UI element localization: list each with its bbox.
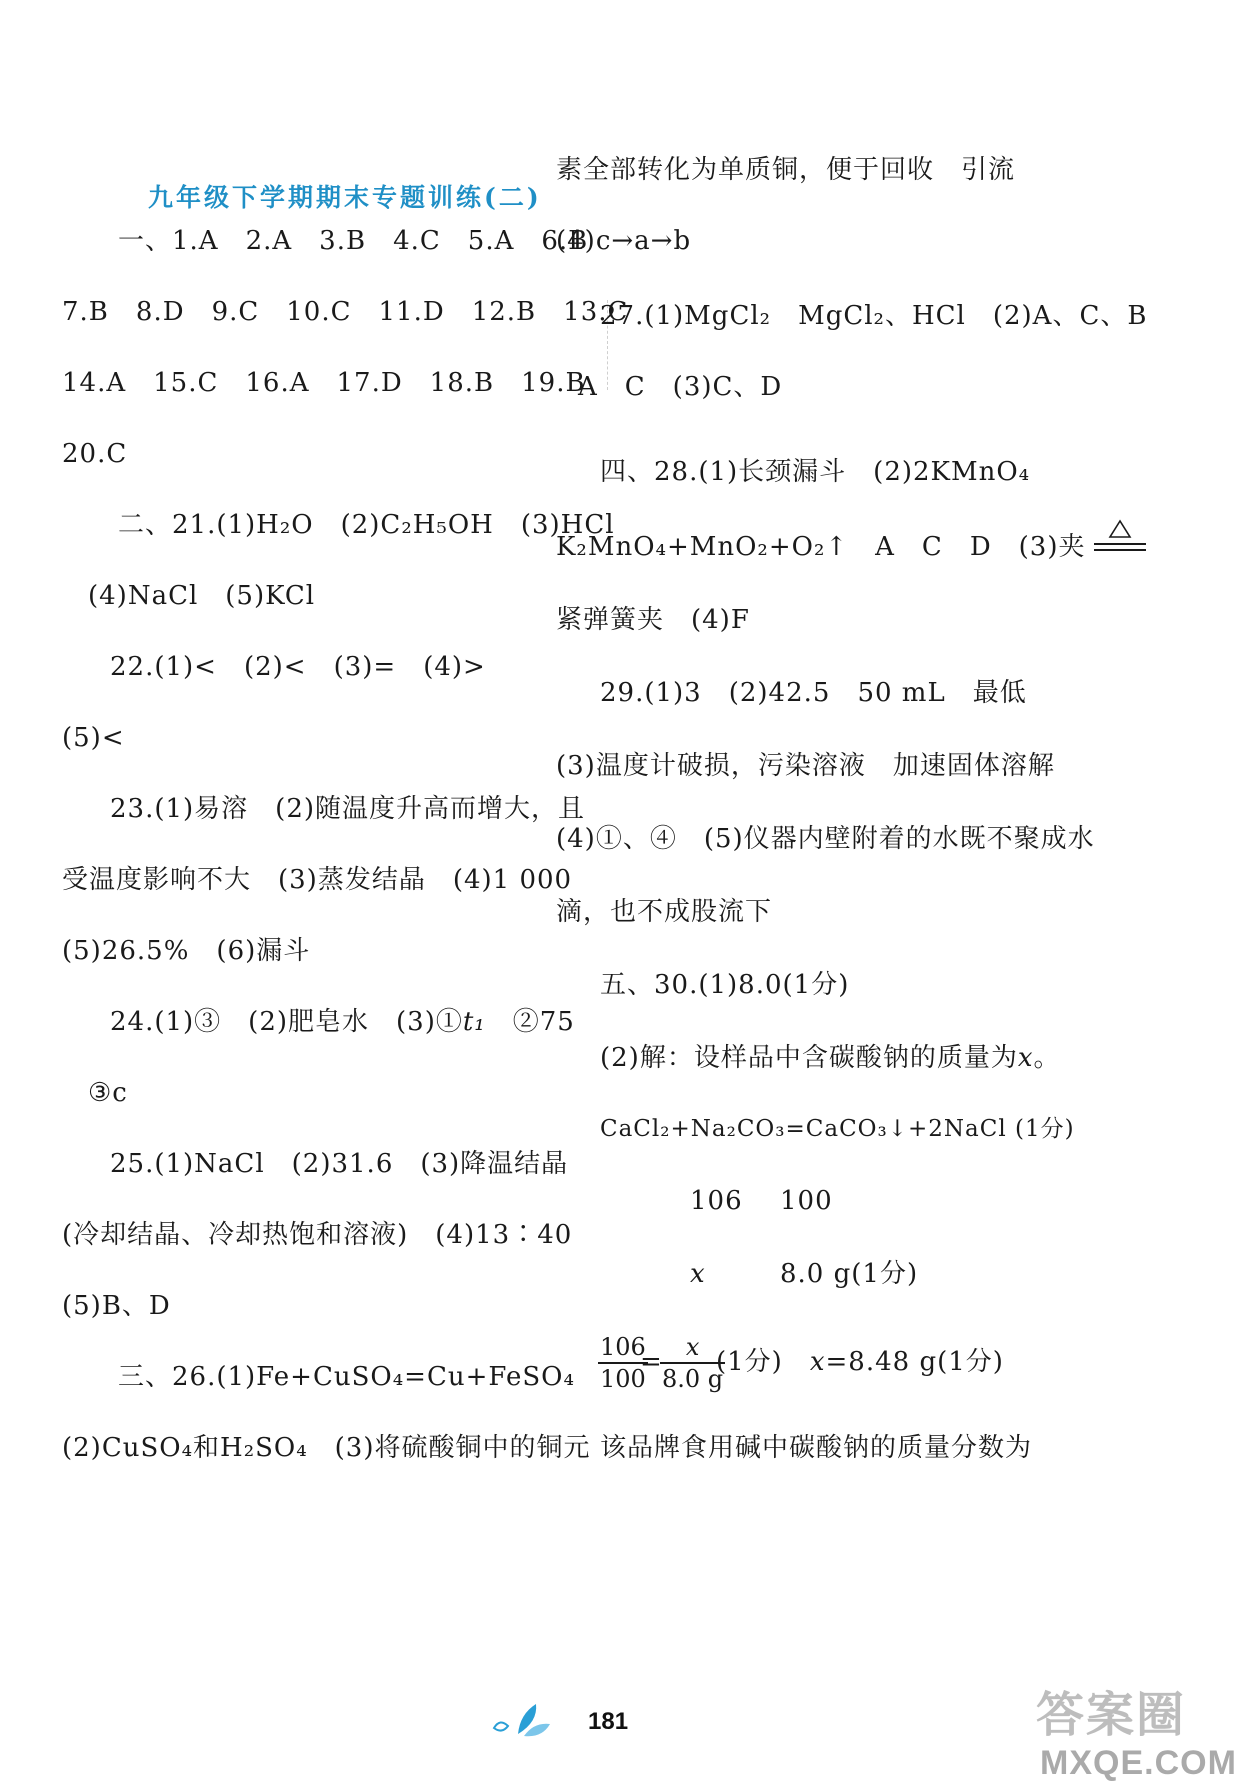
answer-line: 20.C: [62, 439, 128, 469]
answer-line: K₂MnO₄+MnO₂+O₂↑ A C D (3)夹: [556, 532, 1086, 562]
fraction-denominator: 8.0 g: [662, 1365, 724, 1393]
variable-x: x: [1017, 1043, 1034, 1073]
answer-line: 27.(1)MgCl₂ MgCl₂、HCl (2)A、C、B: [600, 301, 1148, 331]
answer-line: 7.B 8.D 9.C 10.C 11.D 12.B 13.C: [62, 297, 629, 327]
answer-line: 素全部转化为单质铜，便于回收 引流: [556, 155, 1016, 185]
variable-x: x: [690, 1259, 706, 1289]
answer-line: 滴，也不成股流下: [556, 897, 773, 927]
molar-mass: 100: [780, 1186, 833, 1216]
answer-line: 22.(1)< (2)< (3)= (4)>: [110, 652, 486, 682]
answer-line: (5)B、D: [62, 1291, 171, 1321]
answer-line: [716, 1345, 1004, 1379]
answer-line: 紧弹簧夹 (4)F: [556, 605, 750, 635]
answer-line: ③c: [88, 1078, 128, 1108]
answer-line: 一、1.A 2.A 3.B 4.C 5.A 6.B: [118, 226, 589, 256]
page-title: 九年级下学期期末专题训练(二): [148, 183, 542, 212]
answer-text: 8.0 g(1分): [780, 1259, 919, 1289]
answer-line: 23.(1)易溶 (2)随温度升高而增大，且: [110, 794, 586, 824]
equals-sign: =: [640, 1347, 663, 1377]
answer-text: 24.(1)③ (2)肥皂水 (3)①: [110, 1007, 463, 1037]
leaf-ornament-icon: [488, 1698, 562, 1742]
answer-line: (5)26.5% (6)漏斗: [62, 936, 311, 966]
watermark-logo: 答案圈: [1036, 1687, 1187, 1743]
answer-line: [110, 1005, 575, 1039]
variable-x: x: [809, 1347, 826, 1377]
answer-line: (3)温度计破损，污染溶液 加速固体溶解: [556, 751, 1055, 781]
answer-line: 五、30.(1)8.0(1分): [600, 970, 850, 1000]
fraction-denominator: 100: [600, 1365, 646, 1393]
watermark-url: MXQE.COM: [1040, 1744, 1237, 1782]
answer-line: 29.(1)3 (2)42.5 50 mL 最低: [600, 678, 1027, 708]
answer-line: 二、21.(1)H₂O (2)C₂H₅OH (3)HCl: [118, 510, 615, 540]
answer-line: 受温度影响不大 (3)蒸发结晶 (4)1 000: [62, 865, 573, 895]
answer-line: (5)<: [62, 723, 125, 753]
variable-t1: t₁: [462, 1007, 486, 1037]
answer-text: (1分): [716, 1347, 810, 1377]
answer-text: (2)解：设样品中含碳酸钠的质量为: [600, 1043, 1018, 1073]
answer-line: (2)CuSO₄和H₂SO₄ (3)将硫酸铜中的铜元: [62, 1433, 591, 1463]
answer-line: (4)c→a→b: [556, 226, 692, 256]
chemical-equation: CaCl₂+Na₂CO₃=CaCO₃↓+2NaCl (1分): [600, 1116, 1075, 1142]
answer-text: ②75: [485, 1007, 575, 1037]
answer-line: 14.A 15.C 16.A 17.D 18.B 19.B: [62, 368, 586, 398]
molar-mass: 106: [690, 1186, 743, 1216]
page-number: 181: [588, 1708, 629, 1735]
answer-line: A C (3)C、D: [578, 372, 783, 402]
answer-line: 25.(1)NaCl (2)31.6 (3)降温结晶: [110, 1149, 569, 1179]
answer-line: (4)NaCl (5)KCl: [88, 581, 316, 611]
answer-line: (冷却结晶、冷却热饱和溶液) (4)13∶40: [62, 1220, 573, 1250]
fraction-numerator: x: [660, 1332, 725, 1364]
answer-line: (4)①、④ (5)仪器内壁附着的水既不聚成水: [556, 824, 1095, 854]
answer-text: 。: [1033, 1043, 1061, 1073]
answer-line: 该品牌食用碱中碳酸钠的质量分数为: [600, 1433, 1033, 1463]
answer-line: 四、28.(1)长颈漏斗 (2)2KMnO₄: [600, 457, 1031, 487]
answer-text: =8.48 g(1分): [825, 1347, 1004, 1377]
heating-sign: [1092, 517, 1148, 557]
answer-line: [600, 1041, 1061, 1075]
fraction-numerator: 106: [598, 1332, 648, 1364]
answer-line: 三、26.(1)Fe+CuSO₄=Cu+FeSO₄: [118, 1362, 575, 1392]
